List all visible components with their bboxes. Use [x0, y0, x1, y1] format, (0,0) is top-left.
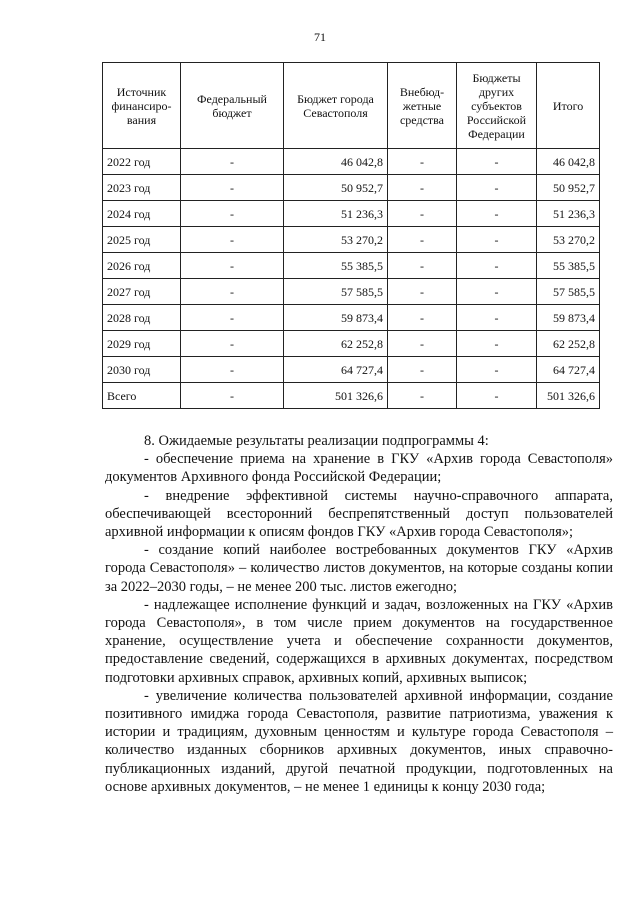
- cell-sevastopol: 501 326,6: [284, 383, 388, 409]
- cell-federal: -: [181, 201, 284, 227]
- table-row: [103, 253, 600, 279]
- cell-other: -: [457, 357, 537, 383]
- cell-source: 2023 год: [103, 175, 181, 201]
- page-number: 71: [314, 30, 326, 44]
- table-body: [103, 149, 600, 409]
- header-source: Источник финансиро-вания: [103, 63, 181, 149]
- cell-federal: -: [181, 227, 284, 253]
- cell-offbudget: -: [388, 227, 457, 253]
- header-sevastopol-budget: Бюджет города Севастополя: [284, 63, 388, 149]
- cell-other: -: [457, 149, 537, 175]
- cell-total: 501 326,6: [537, 383, 600, 409]
- section-body: [105, 432, 613, 796]
- cell-offbudget: -: [388, 357, 457, 383]
- cell-other: -: [457, 175, 537, 201]
- cell-source: 2029 год: [103, 331, 181, 357]
- cell-other: -: [457, 253, 537, 279]
- cell-other: -: [457, 305, 537, 331]
- table-row: [103, 357, 600, 383]
- cell-total: 62 252,8: [537, 331, 600, 357]
- result-item: - обеспечение приема на хранение в ГКУ «Архив города Севастополя» документов Архивного фонда Российской Федерации;: [105, 451, 613, 486]
- header-total: Итого: [537, 63, 600, 149]
- table-row: [103, 279, 600, 305]
- cell-other: -: [457, 383, 537, 409]
- cell-sevastopol: 50 952,7: [284, 175, 388, 201]
- cell-total: 57 585,5: [537, 279, 600, 305]
- cell-source: Всего: [103, 383, 181, 409]
- table-row: [103, 227, 600, 253]
- cell-sevastopol: 51 236,3: [284, 201, 388, 227]
- cell-other: -: [457, 201, 537, 227]
- cell-total: 59 873,4: [537, 305, 600, 331]
- funding-table: [102, 62, 600, 409]
- table-row: [103, 305, 600, 331]
- cell-sevastopol: 55 385,5: [284, 253, 388, 279]
- cell-total: 51 236,3: [537, 201, 600, 227]
- section-heading: 8. Ожидаемые результаты реализации подпрограммы 4:: [144, 433, 489, 449]
- cell-federal: -: [181, 331, 284, 357]
- cell-total: 64 727,4: [537, 357, 600, 383]
- cell-offbudget: -: [388, 253, 457, 279]
- cell-sevastopol: 53 270,2: [284, 227, 388, 253]
- cell-total: 50 952,7: [537, 175, 600, 201]
- cell-sevastopol: 64 727,4: [284, 357, 388, 383]
- cell-other: -: [457, 227, 537, 253]
- cell-source: 2030 год: [103, 357, 181, 383]
- table-row: [103, 201, 600, 227]
- cell-federal: -: [181, 357, 284, 383]
- result-item: - увеличение количества пользователей архивной информации, создание позитивного имиджа города Севастополя, развитие патриотизма, уважения к истории и традициям, духовным ценностям и культуре города Севастополя – количество изданных сборников архивных документов, иных справочно-публикационных изданий, другой печатной продукции, подготовленных на основе архивных документов, – не менее 1 единицы к концу 2030 года;: [105, 687, 613, 795]
- cell-offbudget: -: [388, 279, 457, 305]
- cell-federal: -: [181, 149, 284, 175]
- cell-sevastopol: 59 873,4: [284, 305, 388, 331]
- cell-federal: -: [181, 175, 284, 201]
- table-row: [103, 331, 600, 357]
- table-header-row: [103, 63, 600, 149]
- result-item: - внедрение эффективной системы научно-справочного аппарата, обеспечивающей всесторонний беспрепятственный доступ пользователей архивной информации к описям фондов ГКУ «Архив города Севастополя»;: [105, 487, 613, 541]
- result-item: - создание копий наиболее востребованных документов ГКУ «Архив города Севастополя» – количество листов документов, на которые созданы копии за 2022–2030 годы, – не менее 200 тыс. листов ежегодно;: [105, 542, 613, 595]
- cell-federal: -: [181, 305, 284, 331]
- cell-total: 53 270,2: [537, 227, 600, 253]
- table-row: [103, 175, 600, 201]
- cell-source: 2022 год: [103, 149, 181, 175]
- header-offbudget-funds: Внебюд-жетные средства: [388, 63, 457, 149]
- cell-source: 2024 год: [103, 201, 181, 227]
- table-row: [103, 149, 600, 175]
- header-other-regions-budgets: Бюджеты других субъектов Российской Федерации: [457, 63, 537, 149]
- cell-other: -: [457, 279, 537, 305]
- header-federal-budget: Федеральный бюджет: [181, 63, 284, 149]
- table-row: [103, 383, 600, 409]
- cell-other: -: [457, 331, 537, 357]
- cell-offbudget: -: [388, 331, 457, 357]
- cell-offbudget: -: [388, 305, 457, 331]
- cell-federal: -: [181, 383, 284, 409]
- cell-offbudget: -: [388, 383, 457, 409]
- cell-source: 2026 год: [103, 253, 181, 279]
- result-item: - надлежащее исполнение функций и задач, возложенных на ГКУ «Архив города Севастополя», в том числе прием документов на государственное хранение, осуществление учета и обеспечение сохранности документов, предоставление сведений, содержащихся в архивных документах, посредством подготовки архивных справок, архивных копий, архивных выписок;: [105, 596, 613, 686]
- cell-offbudget: -: [388, 175, 457, 201]
- cell-total: 55 385,5: [537, 253, 600, 279]
- cell-source: 2027 год: [103, 279, 181, 305]
- cell-federal: -: [181, 253, 284, 279]
- cell-source: 2025 год: [103, 227, 181, 253]
- cell-sevastopol: 46 042,8: [284, 149, 388, 175]
- cell-federal: -: [181, 279, 284, 305]
- cell-sevastopol: 57 585,5: [284, 279, 388, 305]
- cell-offbudget: -: [388, 201, 457, 227]
- cell-sevastopol: 62 252,8: [284, 331, 388, 357]
- cell-total: 46 042,8: [537, 149, 600, 175]
- cell-offbudget: -: [388, 149, 457, 175]
- cell-source: 2028 год: [103, 305, 181, 331]
